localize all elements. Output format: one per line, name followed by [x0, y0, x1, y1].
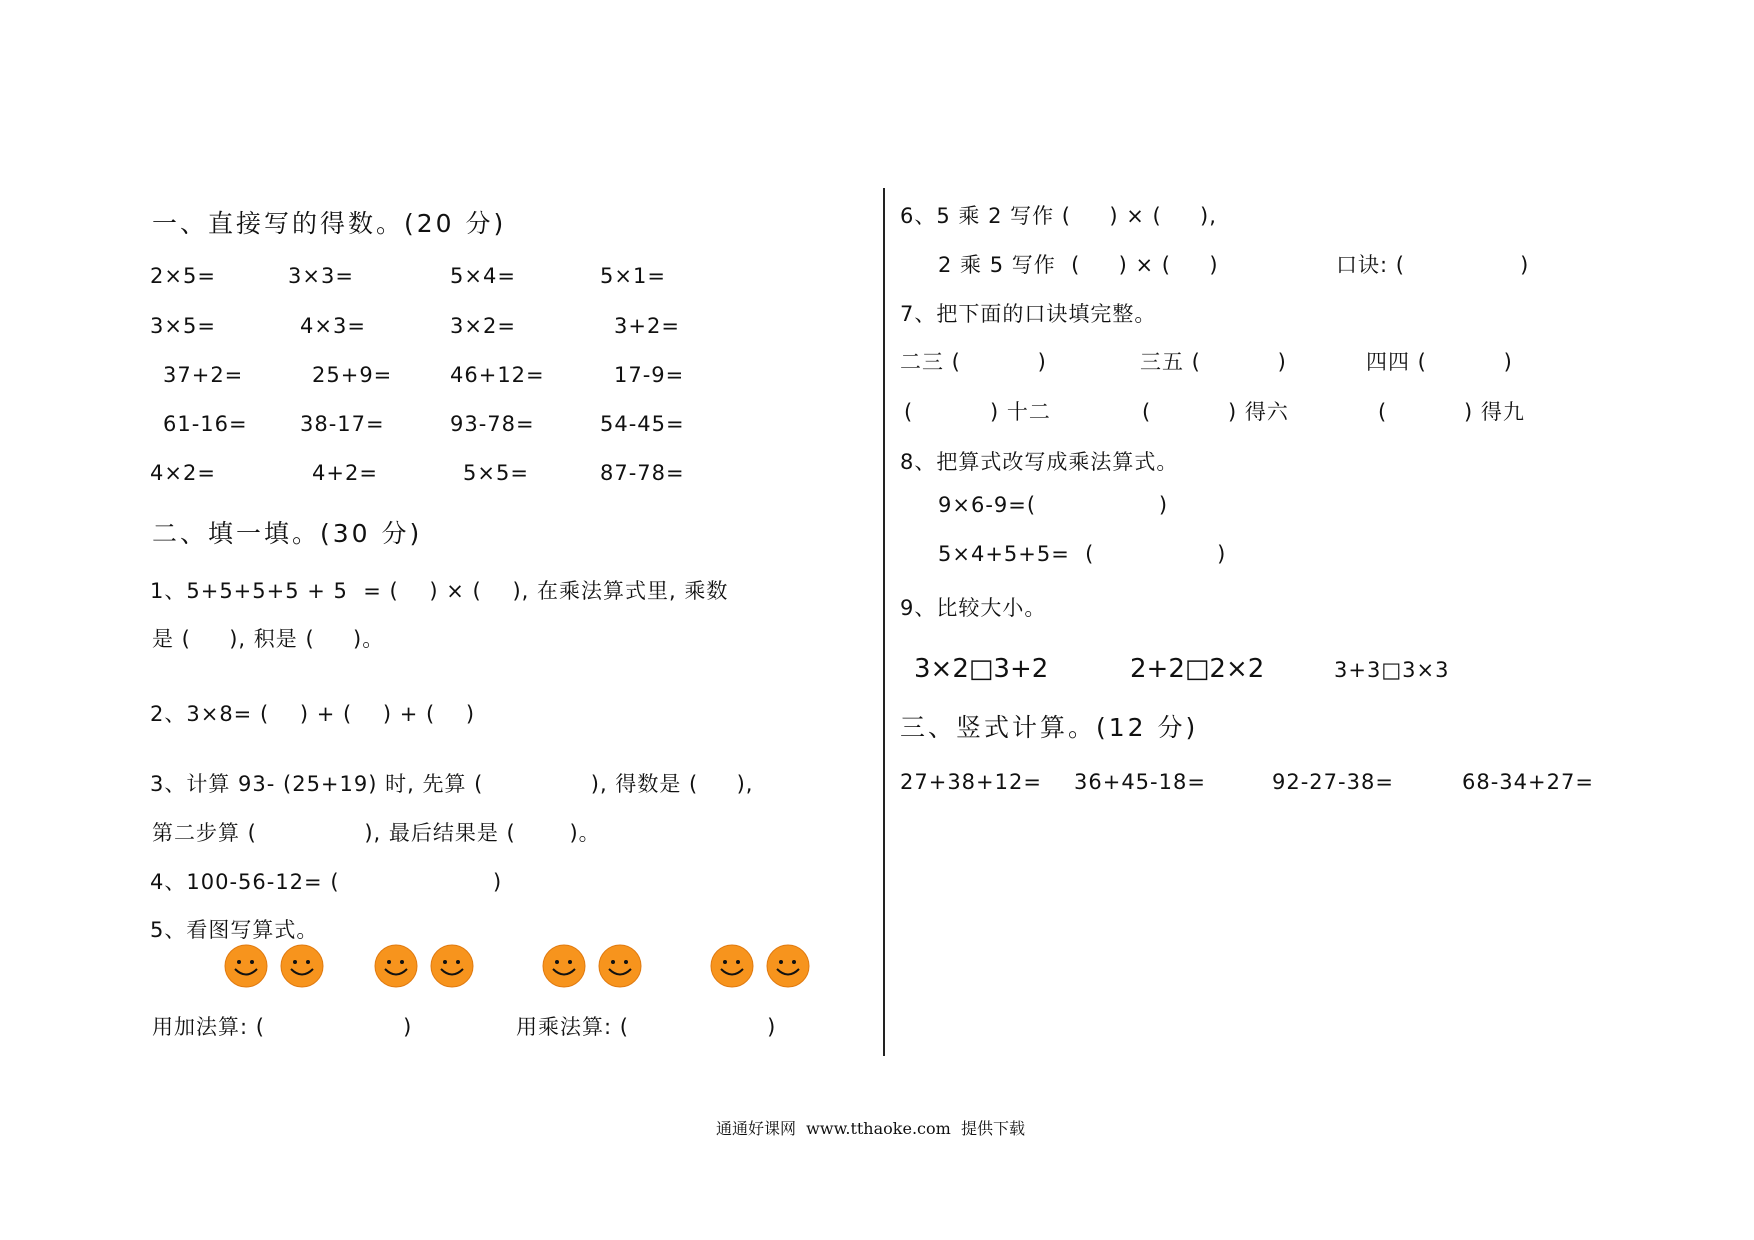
calc-item: 3×3=: [288, 264, 354, 288]
question-7-title: 7、把下面的口诀填完整。: [900, 302, 1157, 326]
question-8-title: 8、把算式改写成乘法算式。: [900, 450, 1179, 474]
smiley-face-icon: [710, 944, 754, 988]
calc-item: 38-17=: [300, 412, 385, 436]
calc-item: 93-78=: [450, 412, 535, 436]
question-6-koujue: 口诀: ( ): [1336, 253, 1530, 277]
koujue-blank: ( ) 十二: [904, 400, 1051, 424]
calc-item: 5×1=: [600, 264, 666, 288]
question-3-line-1: 3、计算 93- (25+19) 时, 先算 ( ), 得数是 ( ),: [150, 772, 754, 796]
vertical-calc-item: 36+45-18=: [1074, 770, 1206, 794]
section-1-title: 一、直接写的得数。(20 分): [152, 209, 507, 238]
question-3-line-2: 第二步算 ( ), 最后结果是 ( )。: [152, 821, 601, 845]
koujue-blank: 二三 ( ): [900, 350, 1047, 374]
question-4: 4、100-56-12= ( ): [150, 870, 503, 894]
question-9-title: 9、比较大小。: [900, 596, 1047, 620]
compare-item: 3+3□3×3: [1334, 658, 1450, 682]
calc-item: 3×5=: [150, 314, 216, 338]
smiley-face-icon: [598, 944, 642, 988]
koujue-blank: ( ) 得九: [1378, 400, 1525, 424]
question-5-title: 5、看图写算式。: [150, 918, 319, 942]
question-6-line-1: 6、5 乘 2 写作 ( ) × ( ),: [900, 204, 1217, 228]
question-8-a: 9×6-9=( ): [938, 493, 1169, 517]
question-5-multiplication: 用乘法算: ( ): [516, 1015, 777, 1039]
koujue-blank: 四四 ( ): [1366, 350, 1513, 374]
question-8-b: 5×4+5+5= ( ): [938, 542, 1227, 566]
vertical-calc-item: 92-27-38=: [1272, 770, 1394, 794]
calc-item: 17-9=: [614, 363, 685, 387]
vertical-calc-item: 68-34+27=: [1462, 770, 1594, 794]
section-2-title: 二、填一填。(30 分): [152, 519, 423, 548]
calc-item: 3×2=: [450, 314, 516, 338]
calc-item: 5×4=: [450, 264, 516, 288]
koujue-blank: ( ) 得六: [1142, 400, 1289, 424]
vertical-calc-item: 27+38+12=: [900, 770, 1042, 794]
calc-item: 46+12=: [450, 363, 545, 387]
smiley-face-icon: [766, 944, 810, 988]
calc-item: 4×2=: [150, 461, 216, 485]
calc-item: 2×5=: [150, 264, 216, 288]
question-5-addition: 用加法算: ( ): [152, 1015, 413, 1039]
question-2: 2、3×8= ( ) + ( ) + ( ): [150, 702, 476, 726]
calc-item: 87-78=: [600, 461, 685, 485]
compare-item: 2+2□2×2: [1130, 654, 1265, 684]
smiley-face-icon: [224, 944, 268, 988]
calc-item: 3+2=: [614, 314, 680, 338]
calc-item: 54-45=: [600, 412, 685, 436]
smiley-face-icon: [374, 944, 418, 988]
footer-credit: 通通好课网 www.tthaoke.com 提供下载: [716, 1119, 1025, 1138]
question-6-line-2: 2 乘 5 写作 ( ) × ( ): [938, 253, 1219, 277]
calc-item: 61-16=: [163, 412, 248, 436]
question-1-line-2: 是 ( ), 积是 ( )。: [152, 627, 385, 651]
compare-item: 3×2□3+2: [914, 654, 1049, 684]
calc-item: 4×3=: [300, 314, 366, 338]
calc-item: 37+2=: [163, 363, 244, 387]
calc-item: 4+2=: [312, 461, 378, 485]
smiley-face-icon: [280, 944, 324, 988]
calc-item: 25+9=: [312, 363, 393, 387]
calc-item: 5×5=: [463, 461, 529, 485]
question-1-line-1: 1、5+5+5+5 + 5 = ( ) × ( ), 在乘法算式里, 乘数: [150, 579, 729, 603]
column-divider: [883, 188, 885, 1056]
koujue-blank: 三五 ( ): [1140, 350, 1287, 374]
smiley-face-icon: [542, 944, 586, 988]
smiley-face-icon: [430, 944, 474, 988]
section-3-title: 三、竖式计算。(12 分): [900, 713, 1199, 742]
